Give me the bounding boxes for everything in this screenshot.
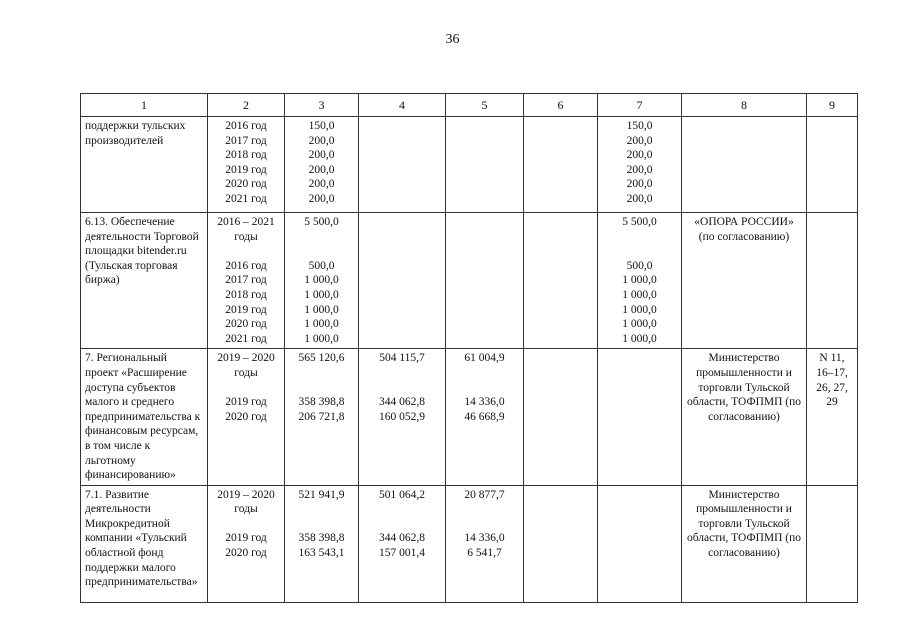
cell-line: 2021 год xyxy=(225,332,267,345)
federal-budget-cell xyxy=(359,213,446,349)
cell-text: 7.1. Развитие деятельности Микрокредитной компании «Тульский областной фонд поддержки малого предпринимательства» xyxy=(85,488,198,589)
cell-line: годы xyxy=(234,503,258,516)
table-row xyxy=(81,485,858,602)
cell-line: 2020 год xyxy=(225,547,267,560)
cell-line: 2019 год xyxy=(225,532,267,545)
cell-line xyxy=(289,517,354,532)
cell-line: 2019 год xyxy=(225,303,267,316)
cell-line xyxy=(289,244,354,259)
local-budget-cell xyxy=(524,213,598,349)
event-name-cell xyxy=(81,349,208,485)
cell-line: годы xyxy=(234,230,258,243)
regional-budget-cell xyxy=(446,117,524,213)
cell-line: 2017 год xyxy=(225,274,267,287)
cell-line: 1 000,0 xyxy=(622,318,657,331)
cell-line: 1 000,0 xyxy=(304,332,339,345)
cell-line: 1 000,0 xyxy=(304,274,339,287)
regional-budget-cell xyxy=(446,485,524,602)
cell-line: 2016 – 2021 xyxy=(217,216,275,228)
cell-line: 2017 год xyxy=(225,134,267,147)
cell-line: 2018 год xyxy=(225,288,267,301)
cell-line xyxy=(450,381,519,396)
cell-line: 206 721,8 xyxy=(298,410,345,423)
cell-line xyxy=(450,517,519,532)
cell-line: 501 064,2 xyxy=(379,488,425,501)
event-name-cell xyxy=(81,213,208,349)
cell-line xyxy=(450,366,519,381)
indicator-ref-cell xyxy=(807,117,858,213)
header-cell: 3 xyxy=(285,94,359,117)
cell-line: 200,0 xyxy=(308,163,335,176)
header-cell: 5 xyxy=(446,94,524,117)
cell-text: поддержки тульских производителей xyxy=(85,120,186,147)
cell-line: 500,0 xyxy=(308,259,335,272)
header-cell: 6 xyxy=(524,94,598,117)
cell-line: 565 120,6 xyxy=(298,352,345,365)
cell-line: 200,0 xyxy=(308,149,335,162)
executor-cell xyxy=(682,213,807,349)
cell-text: Министерство промышленности и торговли Тульской области, ТОФПМП (по согласованию) xyxy=(686,352,802,423)
cell-line: 2020 год xyxy=(225,410,267,423)
period-cell xyxy=(208,117,285,213)
cell-line: 500,0 xyxy=(626,259,653,272)
cell-line: 200,0 xyxy=(626,178,653,191)
federal-budget-cell xyxy=(359,349,446,485)
cell-line: 1 000,0 xyxy=(622,332,657,345)
event-name-cell xyxy=(81,117,208,213)
local-budget-cell xyxy=(524,117,598,213)
cell-line xyxy=(289,502,354,517)
cell-line: 150,0 xyxy=(626,120,653,132)
cell-line xyxy=(363,381,441,396)
extra-budget-cell xyxy=(598,485,682,602)
cell-line: 5 500,0 xyxy=(622,216,657,228)
executor-cell xyxy=(682,485,807,602)
cell-line: 1 000,0 xyxy=(304,303,339,316)
cell-line xyxy=(602,244,677,259)
federal-budget-cell xyxy=(359,485,446,602)
cell-line: 1 000,0 xyxy=(622,303,657,316)
extra-budget-cell xyxy=(598,117,682,213)
cell-line: 6 541,7 xyxy=(467,547,502,560)
cell-line: 358 398,8 xyxy=(298,396,345,409)
header-cell: 4 xyxy=(359,94,446,117)
total-cell xyxy=(285,349,359,485)
cell-line: 1 000,0 xyxy=(304,288,339,301)
cell-line: 2018 год xyxy=(225,149,267,162)
cell-line xyxy=(212,517,280,532)
table-row xyxy=(81,213,858,349)
table-row xyxy=(81,349,858,485)
table-row xyxy=(81,117,858,213)
cell-line: 2019 – 2020 xyxy=(217,488,275,501)
cell-line: 2016 год xyxy=(225,120,267,132)
cell-line: 5 500,0 xyxy=(304,216,339,228)
cell-line: 160 052,9 xyxy=(379,410,425,423)
extra-budget-cell xyxy=(598,213,682,349)
cell-line: 14 336,0 xyxy=(464,532,505,545)
cell-line: 14 336,0 xyxy=(464,396,505,409)
cell-line: 2020 год xyxy=(225,178,267,191)
federal-budget-cell xyxy=(359,117,446,213)
cell-line: 20 877,7 xyxy=(464,488,505,501)
cell-line: 2019 год xyxy=(225,163,267,176)
cell-line: 2021 год xyxy=(225,192,267,205)
cell-line: 344 062,8 xyxy=(379,396,425,409)
cell-line xyxy=(289,381,354,396)
executor-cell xyxy=(682,117,807,213)
header-cell: 1 xyxy=(81,94,208,117)
executor-cell xyxy=(682,349,807,485)
indicator-ref-cell xyxy=(807,485,858,602)
cell-line: 200,0 xyxy=(308,178,335,191)
cell-line xyxy=(289,366,354,381)
header-cell: 8 xyxy=(682,94,807,117)
regional-budget-cell xyxy=(446,213,524,349)
cell-line xyxy=(363,517,441,532)
cell-line: 1 000,0 xyxy=(622,288,657,301)
total-cell xyxy=(285,485,359,602)
cell-line xyxy=(212,381,280,396)
cell-line: 200,0 xyxy=(626,163,653,176)
cell-text: 7. Региональный проект «Расширение доступа субъектов малого и среднего предпринимательства к финансовым ресурсам, в том числе к льготному финансированию» xyxy=(85,352,201,482)
total-cell xyxy=(285,117,359,213)
regional-budget-cell xyxy=(446,349,524,485)
cell-line: 200,0 xyxy=(626,134,653,147)
cell-line: 61 004,9 xyxy=(464,352,505,365)
cell-line xyxy=(602,230,677,245)
header-cell: 7 xyxy=(598,94,682,117)
cell-line: 163 543,1 xyxy=(298,547,345,560)
cell-line xyxy=(450,502,519,517)
cell-line: 200,0 xyxy=(626,192,653,205)
period-cell xyxy=(208,213,285,349)
cell-line xyxy=(289,230,354,245)
program-table xyxy=(80,93,858,603)
cell-text: Министерство промышленности и торговли Тульской области, ТОФПМП (по согласованию) xyxy=(686,488,802,560)
cell-line: 200,0 xyxy=(308,134,335,147)
cell-line: 1 000,0 xyxy=(304,318,339,331)
cell-line: 200,0 xyxy=(626,149,653,162)
cell-line: 2019 год xyxy=(225,396,267,409)
cell-line: 2019 – 2020 xyxy=(217,352,275,365)
cell-line xyxy=(212,244,280,259)
cell-text: 6.13. Обеспечение деятельности Торговой площадки bitender.ru (Тульская торговая биржа) xyxy=(85,216,199,287)
cell-line: 358 398,8 xyxy=(298,532,345,545)
cell-line: 150,0 xyxy=(308,120,335,132)
cell-text: «ОПОРА РОССИИ» (по согласованию) xyxy=(694,216,794,243)
cell-line: 157 001,4 xyxy=(379,547,425,560)
header-row xyxy=(81,94,858,117)
cell-line: 46 668,9 xyxy=(464,410,505,423)
cell-line: 2016 год xyxy=(225,259,267,272)
cell-text: N 11, 16–17, 26, 27, 29 xyxy=(816,352,848,409)
event-name-cell xyxy=(81,485,208,602)
total-cell xyxy=(285,213,359,349)
period-cell xyxy=(208,349,285,485)
period-cell xyxy=(208,485,285,602)
cell-line xyxy=(363,502,441,517)
header-cell: 2 xyxy=(208,94,285,117)
cell-line: 2020 год xyxy=(225,318,267,331)
page-number: 36 xyxy=(445,32,460,47)
cell-line xyxy=(363,366,441,381)
local-budget-cell xyxy=(524,485,598,602)
cell-line: годы xyxy=(234,366,258,379)
extra-budget-cell xyxy=(598,349,682,485)
cell-line: 504 115,7 xyxy=(379,352,425,365)
header-cell: 9 xyxy=(807,94,858,117)
cell-line: 521 941,9 xyxy=(298,488,345,501)
indicator-ref-cell xyxy=(807,349,858,485)
local-budget-cell xyxy=(524,349,598,485)
cell-line: 200,0 xyxy=(308,192,335,205)
indicator-ref-cell xyxy=(807,213,858,349)
cell-line: 344 062,8 xyxy=(379,532,425,545)
cell-line: 1 000,0 xyxy=(622,274,657,287)
